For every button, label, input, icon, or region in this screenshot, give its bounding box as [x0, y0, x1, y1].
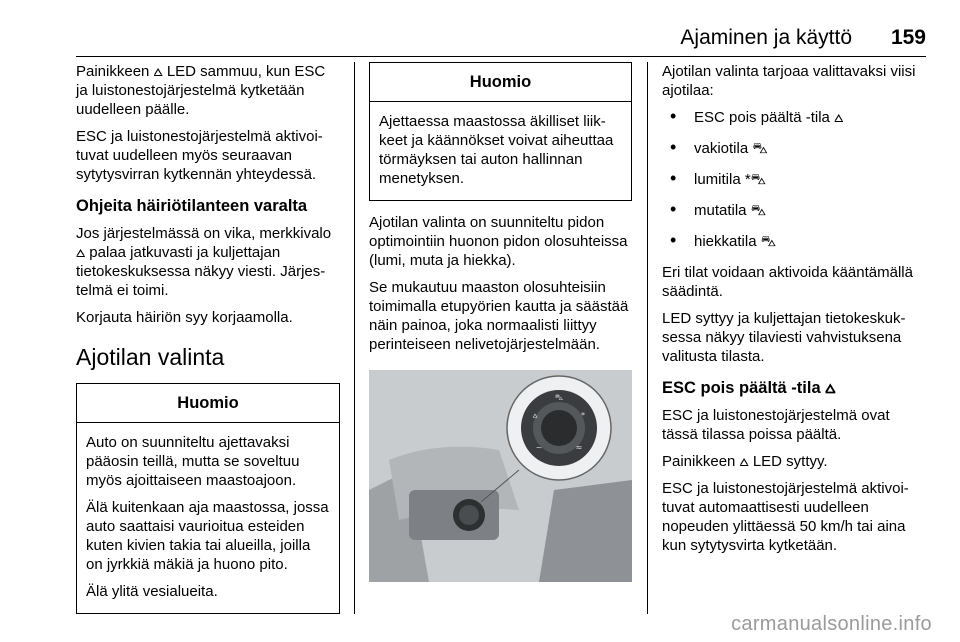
svg-text:⩟: ⩟ — [532, 411, 538, 420]
svg-text:*: * — [581, 411, 585, 420]
bullet-icon: • — [670, 199, 677, 219]
page-header — [0, 0, 960, 58]
caution-title: Huomio — [77, 384, 339, 423]
mode-list — [662, 108, 926, 251]
caution-text: Älä ylitä vesialueita. — [86, 583, 218, 600]
subheading: Ohjeita häiriötilanteen varalta — [76, 197, 308, 215]
paragraph: LED syttyy ja kuljettajan tietokeskuksessa näkyy tilaviesti vahvistuksena valitusta tilasta. — [662, 310, 906, 365]
bullet-icon: • — [670, 230, 677, 250]
header-rule — [76, 56, 926, 57]
caution-body — [77, 423, 339, 613]
bullet-icon: • — [670, 106, 677, 126]
page-number: 159 — [890, 26, 926, 49]
column-1 — [76, 62, 340, 626]
column-2 — [369, 62, 632, 582]
paragraph: Jos järjestelmässä on vika, merkkivalo ⩟ palaa jatkuvasti ja kuljettajan tietokeskuksessa näkyy viesti. Järjestelmä ei toimi. — [76, 225, 332, 299]
mode-label: ESC pois päältä -tila ⩟ — [694, 109, 844, 126]
list-item — [662, 232, 926, 251]
caution-text: Auto on suunniteltu ajettavaksi pääosin teillä, mutta se soveltuu myös ajoittaiseen maastoajoon. — [86, 434, 300, 489]
column-3 — [662, 62, 926, 563]
list-item — [662, 139, 926, 158]
bullet-icon: • — [670, 137, 677, 157]
section-title: Ajaminen ja käyttö — [680, 26, 852, 49]
paragraph: Korjauta häiriön syy korjaamolla. — [76, 309, 293, 326]
list-item — [662, 170, 926, 189]
drive-mode-selector-photo — [369, 370, 632, 582]
column-divider — [354, 62, 355, 614]
mode-label: mutatila ⛍ — [694, 202, 767, 219]
svg-text:~: ~ — [535, 443, 543, 452]
paragraph: Ajotilan valinta on suunniteltu pidon optimointiin huonon pidon olosuhteissa (lumi, muta ja hiekka). — [369, 214, 628, 269]
paragraph: ESC ja luistonestojärjestelmä aktivoituvat uudelleen myös seuraavan sytytysvirran kytkennän yhteydessä. — [76, 128, 323, 183]
paragraph: Se mukautuu maaston olosuhteisiin toimimalla etupyörien kautta ja säästää näin painoa, joka normaalisti liittyy perinteiseen nelivetojärjestelmään. — [369, 279, 629, 353]
bullet-icon: • — [670, 168, 677, 188]
caution-box — [369, 62, 632, 201]
caution-box — [76, 383, 340, 614]
svg-text:≈: ≈ — [575, 443, 583, 452]
list-item — [662, 201, 926, 220]
caution-text: Älä kuitenkaan aja maastossa, jossa auto saattaisi vaurioitua esteiden kuten kivien takia tai alueilla, joilla on jyrkkiä mäkiä ja huono pito. — [86, 499, 329, 573]
caution-body — [370, 102, 631, 200]
column-divider — [647, 62, 648, 614]
watermark-url: carmanualsonline.info — [731, 613, 932, 635]
list-item — [662, 108, 926, 127]
paragraph: ESC ja luistonestojärjestelmä aktivoituvat automaattisesti uudelleen nopeuden ylittäessä 50 km/h tai aina kun sytytysvirta kytketään. — [662, 480, 909, 554]
subheading: ESC pois päältä -tila ⩟ — [662, 379, 836, 397]
mode-label: vakiotila ⛍ — [694, 140, 768, 157]
paragraph: Ajotilan valinta tarjoaa valittavaksi viisi ajotilaa: — [662, 63, 916, 99]
mode-label: lumitila *⛍ — [694, 171, 767, 188]
caution-title: Huomio — [370, 63, 631, 102]
paragraph: ESC ja luistonestojärjestelmä ovat tässä tilassa poissa päältä. — [662, 407, 890, 443]
paragraph: Painikkeen ⩟ LED sammuu, kun ESC ja luistonestojärjestelmä kytketään uudelleen päälle. — [76, 63, 326, 118]
console-illustration — [369, 370, 632, 582]
mode-label: hiekkatila ⛍ — [694, 233, 777, 250]
svg-text:⛍: ⛍ — [554, 393, 564, 402]
paragraph: Eri tilat voidaan aktivoida kääntämällä säädintä. — [662, 264, 913, 300]
caution-text: Ajettaessa maastossa äkilliset liikkeet ja käännökset voivat aiheuttaa törmäyksen tai auton hallinnan menetyksen. — [379, 113, 614, 187]
paragraph: Painikkeen ⩟ LED syttyy. — [662, 453, 828, 470]
section-heading: Ajotilan valinta — [76, 344, 225, 370]
